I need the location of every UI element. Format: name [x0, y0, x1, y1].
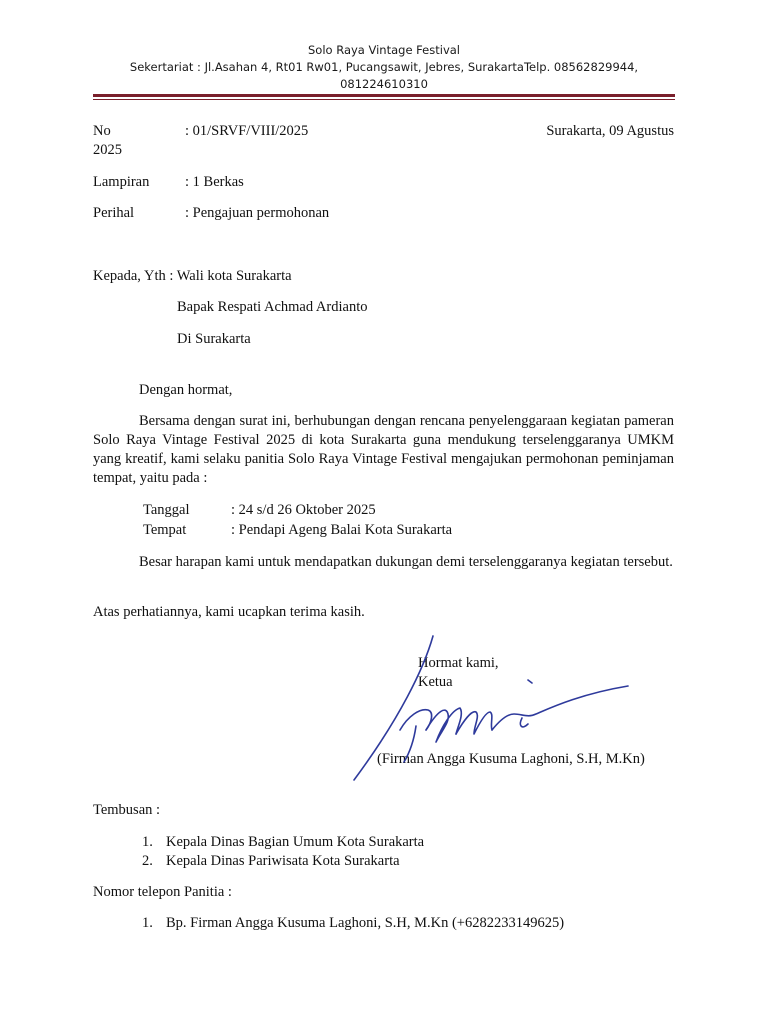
closing-sentence: Atas perhatiannya, kami ucapkan terima kasih. — [93, 604, 365, 620]
date-value: : 24 s/d 26 Oktober 2025 — [231, 502, 376, 518]
secretariat-phone: 081224610310 — [340, 77, 428, 91]
secretariat-address: Sekertariat : Jl.Asahan 4, Rt01 Rw01, Pucangsawit, Jebres, SurakartaTelp. 08562829944, — [129, 60, 639, 74]
organization-name: Solo Raya Vintage Festival — [307, 43, 460, 57]
body-paragraph-1: Bersama dengan surat ini, berhubungan dengan rencana penyelenggaraan kegiatan pameran Solo Raya Vintage Festival 2025 di kota Surakarta guna mendukung terselenggaranya UMKM yang kreatif, kami selaku panitia Solo Raya Vintage Festival mengajukan permohonan peminjaman tempat, yaitu pada : — [93, 413, 674, 486]
signature-role: Ketua — [418, 674, 453, 690]
letter-date-year: 2025 — [93, 142, 122, 158]
number-value: : 01/SRVF/VIII/2025 — [185, 123, 309, 139]
contacts-label: Nomor telepon Panitia : — [93, 884, 232, 900]
letterhead-rule-thick — [93, 94, 675, 97]
signatory-name: (Firman Angga Kusuma Laghoni, S.H, M.Kn) — [377, 751, 645, 767]
cc-label: Tembusan : — [93, 802, 161, 818]
venue-value: : Pendapi Ageng Balai Kota Surakarta — [231, 522, 453, 538]
number-label: No — [93, 123, 111, 139]
cc-item-text: Kepala Dinas Bagian Umum Kota Surakarta — [166, 834, 425, 850]
contact-item-text: Bp. Firman Angga Kusuma Laghoni, S.H, M.Kn (+6282233149625) — [166, 915, 565, 931]
cc-item — [142, 833, 424, 852]
contacts-list — [142, 914, 564, 933]
signature-salutation: Hormat kami, — [418, 655, 499, 671]
recipient-line-2: Bapak Respati Achmad Ardianto — [177, 299, 368, 315]
greeting: Dengan hormat, — [139, 382, 233, 398]
letter-date: Surakarta, 09 Agustus — [546, 123, 674, 139]
body-paragraph-2: Besar harapan kami untuk mendapatkan dukungan demi terselenggaranya kegiatan tersebut. — [139, 554, 673, 570]
recipient-line-3: Di Surakarta — [177, 331, 251, 347]
venue-label: Tempat — [143, 522, 187, 538]
contact-item-number: 1. — [142, 915, 153, 931]
letterhead-rule-thin — [93, 99, 675, 100]
cc-item-number: 1. — [142, 834, 153, 850]
recipient-line-1: Kepada, Yth : Wali kota Surakarta — [93, 268, 292, 284]
cc-item — [142, 852, 424, 871]
subject-value: : Pengajuan permohonan — [185, 205, 330, 221]
cc-list — [142, 833, 424, 871]
attachment-value: : 1 Berkas — [185, 174, 244, 190]
subject-label: Perihal — [93, 205, 135, 221]
cc-item-number: 2. — [142, 853, 153, 869]
attachment-label: Lampiran — [93, 174, 150, 190]
cc-item-text: Kepala Dinas Pariwisata Kota Surakarta — [166, 853, 400, 869]
date-label: Tanggal — [143, 502, 190, 518]
contact-item — [142, 914, 564, 933]
letterhead — [93, 42, 675, 93]
